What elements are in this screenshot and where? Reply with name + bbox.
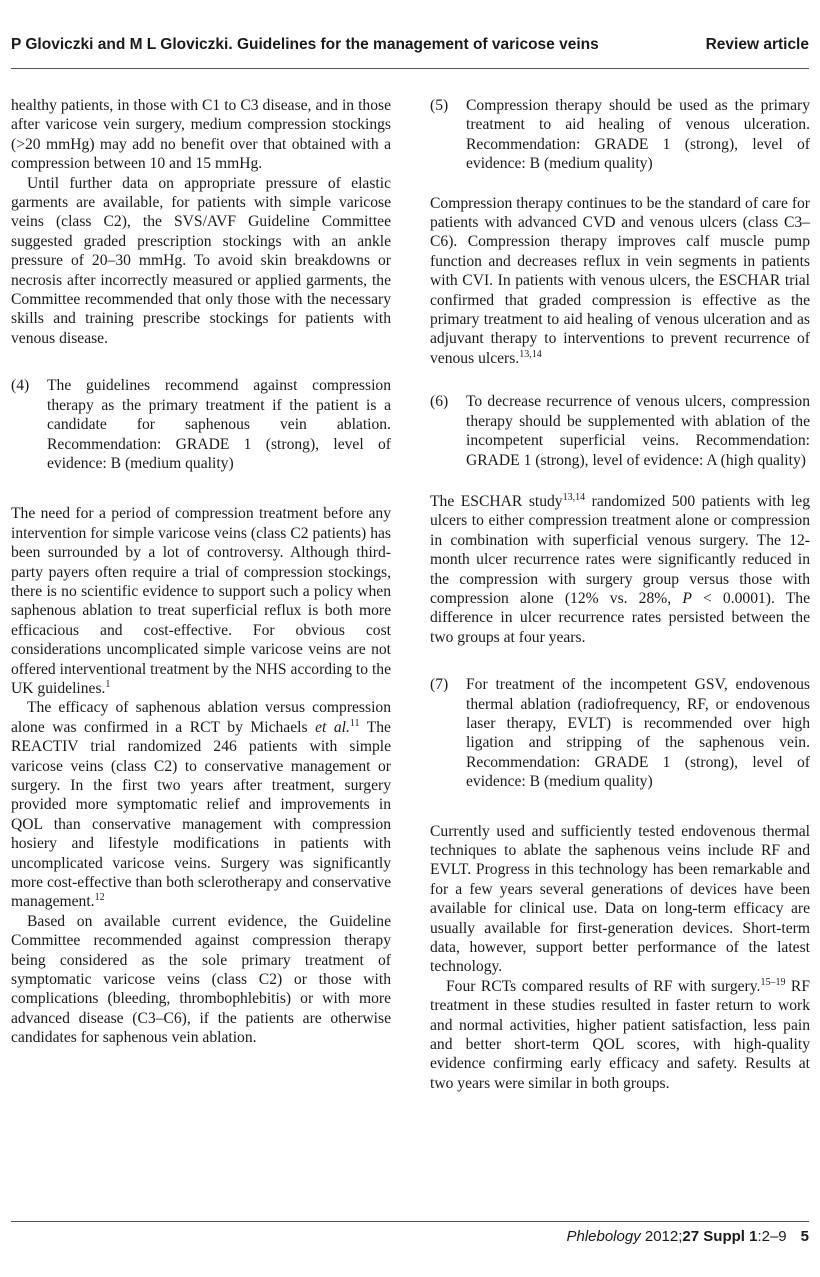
paragraph: Compression therapy continues to be the standard of care for patients with advanced CVD and venous ulcers (class C3–C6). Compression therapy improves calf muscle pump function and decreases reflux in vein segments in patients with CVI. In patients with venous ulcers, the ESCHAR trial confirmed that graded compression is effective as the primary treatment to aid healing of venous ulceration and as adjuvant therapy to interventions to prevent recurrence of venous ulcers.$^{13,14}$ bbox=[430, 194, 810, 367]
recommendation-number: (5) bbox=[430, 97, 449, 114]
recommendation-4 bbox=[11, 376, 391, 473]
journal-volume: 27 Suppl 1 bbox=[682, 1228, 758, 1245]
paragraph: Currently used and sufficiently tested endovenous thermal techniques to ablate the saphenous veins include RF and EVLT. Progress in this technology has been remarkable and for a few years several generations of devices have been available for clinical use. Data on long-term efficacy are usually available for first-generation devices. Short-term data, however, support better performance of the latest technology. bbox=[430, 822, 810, 976]
recommendation-number: (7) bbox=[430, 676, 449, 694]
paragraph: The efficacy of saphenous ablation versus compression alone was confirmed in a RCT by Michaels et al.$^{11}$ The REACTIV trial randomized 246 patients with simple varicose veins (class C2) to conservative management or surgery. In the first two years after treatment, surgery provided more symptomatic relief and improvements in QOL than conservative management with compression hosiery and lifestyle modifications in patients with uncomplicated varicose veins. Surgery was significantly more cost-effective than both sclerotherapy and conservative management.$^{12}$ bbox=[11, 699, 391, 911]
citation: 15–19 bbox=[760, 976, 786, 988]
citation: 13,14 bbox=[562, 491, 586, 503]
running-title: P Gloviczki and M L Gloviczki. Guidelines for the management of varicose veins bbox=[11, 36, 599, 53]
recommendation-5 bbox=[430, 96, 810, 174]
citation: 13,14 bbox=[519, 348, 542, 360]
recommendation-7 bbox=[430, 675, 810, 791]
running-header bbox=[11, 36, 809, 58]
paragraph: The need for a period of compression treatment before any intervention for simple varicose veins (class C2 patients) has been surrounded by a lot of controversy. Although third-party payers often require a trial of compression stockings, there is no scientific evidence to support such a policy when saphenous ablation to treat superficial reflux is both more efficacious and cost-effective. For obvious cost considerations uncomplicated simple varicose veins are not offered interventional treatment by the NHS according to the UK guidelines.$^1$ bbox=[11, 505, 391, 697]
paragraph: healthy patients, in those with C1 to C3 disease, and in those after varicose vein surgery, medium compression stockings (>20 mmHg) may add no benefit over that obtained with a compression between 10 and 15 mmHg. bbox=[11, 97, 391, 173]
page-footer bbox=[566, 1228, 809, 1245]
citation: 11 bbox=[349, 717, 360, 729]
recommendation-text: To decrease recurrence of venous ulcers, compression therapy should be supplemented with ablation of the incompetent superficial veins. Recommendation: GRADE 1 (strong), level of evidence: A (high quality) bbox=[466, 393, 810, 469]
paragraph: Based on available current evidence, the Guideline Committee recommended against compression therapy being considered as the sole primary treatment of symptomatic varicose veins (class C2) or those with complications (bleeding, thrombophlebitis) or with more advanced disease (C3–C6), if the patients are otherwise candidates for saphenous vein ablation. bbox=[11, 912, 391, 1047]
article-type: Review article bbox=[705, 36, 809, 53]
journal-pages: :2–9 bbox=[757, 1228, 787, 1245]
paragraph: Four RCTs compared results of RF with surgery.$^{15-19}$ RF treatment in these studies resulted in faster return to work and normal activities, higher patient satisfaction, less pain and better short-term QOL scores, with high-quality evidence confirming early efficacy and safety. Results at two years were similar in both groups. bbox=[430, 976, 810, 1092]
recommendation-text: Compression therapy should be used as the primary treatment to aid healing of venous ulceration. Recommendation: GRADE 1 (strong), level of evidence: B (medium quality) bbox=[466, 97, 810, 173]
right-column bbox=[430, 96, 810, 1093]
citation: 1 bbox=[105, 678, 111, 690]
paragraph: The ESCHAR study$^{13,14}$ randomized 500 patients with leg ulcers to either compression treatment alone or compression in combination with superficial venous surgery. The 12-month ulcer recurrence rates were significantly reduced in the compression with surgery group versus those with compression alone (12% vs. 28%, P < 0.0001). The difference in ulcer recurrence rates persisted between the two groups at four years. bbox=[430, 491, 810, 646]
header-rule bbox=[11, 68, 809, 69]
recommendation-6 bbox=[430, 392, 810, 470]
journal-name: Phlebology bbox=[566, 1228, 641, 1245]
citation: 12 bbox=[94, 892, 105, 904]
journal-year: 2012; bbox=[640, 1228, 683, 1245]
left-column bbox=[11, 96, 391, 1048]
recommendation-number: (4) bbox=[11, 377, 30, 395]
recommendation-text: The guidelines recommend against compression therapy as the primary treatment if the patient is a candidate for saphenous vein ablation. Recommendation: GRADE 1 (strong), level of evidence: B (medium quality) bbox=[47, 377, 391, 472]
footer-rule bbox=[11, 1221, 809, 1222]
recommendation-number: (6) bbox=[430, 393, 449, 411]
page-number: 5 bbox=[800, 1228, 809, 1245]
paragraph: Until further data on appropriate pressure of elastic garments are available, for patients with simple varicose veins (class C2), the SVS/AVF Guideline Committee suggested graded prescription stockings with an ankle pressure of 20–30 mmHg. To avoid skin breakdowns or necrosis after incorrectly measured or applied garments, the Committee recommended that only those with the necessary skills and training prescribe stockings for patients with venous disease. bbox=[11, 174, 391, 347]
recommendation-text: For treatment of the incompetent GSV, endovenous thermal ablation (radiofrequency, RF, or endovenous laser therapy, EVLT) is recommended over high ligation and stripping of the saphenous vein. Recommendation: GRADE 1 (strong), level of evidence: B (medium quality) bbox=[466, 676, 810, 791]
